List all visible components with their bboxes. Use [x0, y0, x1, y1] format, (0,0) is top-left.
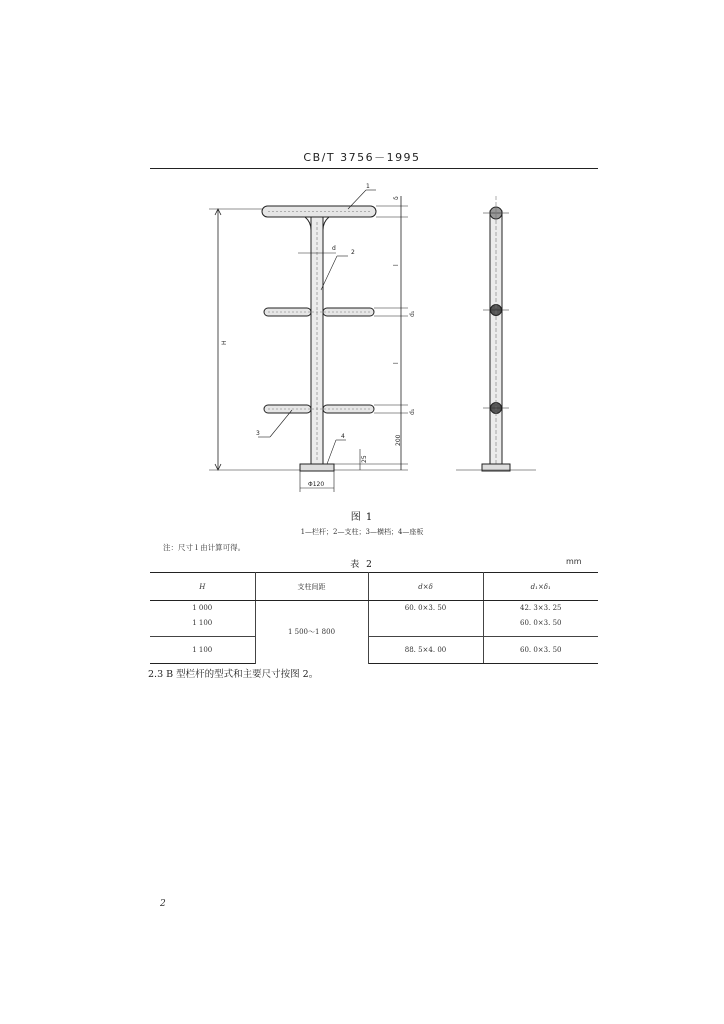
bottom-rail-label: 200: [395, 434, 402, 446]
d1-value: 42. 3×3. 25: [520, 604, 562, 612]
table-row: [150, 601, 598, 637]
figure-title: 图 1: [350, 512, 374, 523]
standard-code-header: CB/T 3756－1995: [303, 151, 421, 164]
table-unit: mm: [566, 557, 582, 566]
diameter-label: d: [332, 245, 336, 252]
section-paragraph: 2.3 B 型栏杆的型式和主要尺寸按图 2。: [148, 669, 319, 680]
header-d-delta: d×δ: [368, 573, 483, 601]
d1-group-cell: [483, 601, 598, 637]
spacing-label-bottom: l: [393, 362, 400, 364]
spacing-label-top: l: [393, 264, 400, 266]
d-group-cell: [368, 601, 483, 637]
height-label: H: [221, 340, 228, 345]
callout-3: 3: [256, 430, 260, 437]
callout-2: 2: [351, 249, 355, 256]
top-rail: [262, 206, 376, 217]
base-offset-label: 25: [361, 455, 368, 463]
specification-table: [150, 572, 598, 664]
bar-diameter-label-2: d₁: [409, 408, 416, 415]
callout-1: 1: [366, 183, 370, 190]
header-h: H: [150, 573, 255, 601]
table-title: 表 2: [350, 560, 374, 570]
header-spacing: 支柱间距: [255, 573, 368, 601]
base-plate: [300, 464, 334, 471]
table-row: [150, 637, 598, 664]
table-header-row: [150, 573, 598, 601]
base-width-label: Φ120: [308, 481, 325, 488]
figure-note: 注：尺寸 l 由计算可得。: [163, 543, 246, 552]
d-value: 60. 0×3. 50: [404, 604, 447, 612]
bar-diameter-label-1: d₁: [409, 310, 416, 317]
page-number: 2: [160, 899, 166, 909]
spacing-cell: 1 500～1 800: [255, 601, 368, 664]
d1-value: 60. 0×3. 50: [520, 619, 562, 627]
h-value: 1 100: [192, 619, 213, 627]
middle-bar-left: [264, 308, 311, 316]
lower-bar-left: [264, 405, 311, 413]
header-d1-delta1: d₁×δ₁: [483, 573, 598, 601]
h-group-cell: [150, 601, 255, 637]
h-value: 1 000: [192, 604, 213, 612]
d1-value: 60. 0×3. 50: [483, 637, 598, 664]
h-value: 1 100: [150, 637, 255, 664]
figure-legend: 1—栏杆；2—支柱；3—横档；4—座板: [300, 528, 424, 536]
callout-4: 4: [341, 433, 345, 440]
top-offset-label: δ: [393, 196, 400, 200]
railing-figure: [0, 0, 724, 500]
d-value: 88. 5×4. 00: [368, 637, 483, 664]
